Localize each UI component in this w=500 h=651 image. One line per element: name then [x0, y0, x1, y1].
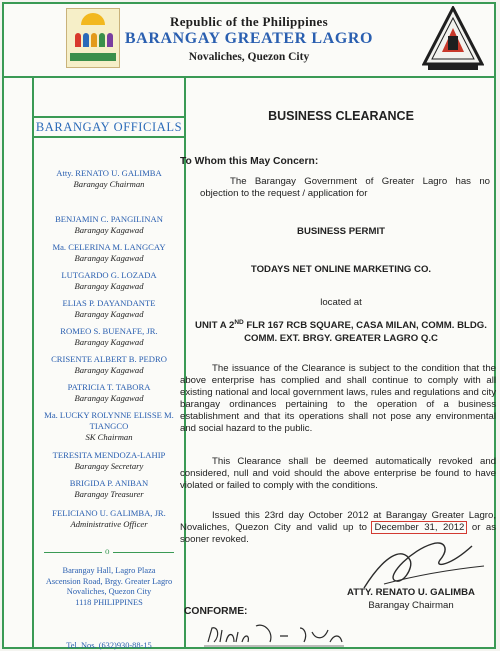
business-address-line-1: UNIT A 2ND FLR 167 RCB SQUARE, CASA MILAN, COMM. BLDG. [195, 319, 487, 332]
telephone-numbers: Tel. Nos. (632)930-88-15 [66, 641, 152, 650]
permit-type: BUSINESS PERMIT [297, 226, 385, 237]
conforme-signature-icon [204, 622, 344, 648]
barangay-address: Barangay Hall, Lagro Plaza Ascension Road, Brgy. Greater Lagro Novaliches, Quezon City 1118 PHILIPPINES [45, 566, 173, 607]
salutation: To Whom this May Concern: [180, 156, 319, 167]
official-entry: BENJAMIN C. PANGILINAN Barangay Kagawad [55, 214, 163, 235]
officials-title: BARANGAY OFFICIALS [35, 120, 183, 134]
official-entry: BRIGIDA P. ANIBAN Barangay Treasurer [69, 478, 149, 499]
clearance-body [180, 76, 497, 649]
official-entry: Ma. CELERINA M. LANGCAY Barangay Kagawad [52, 242, 166, 263]
official-entry: LUTGARDO G. LOZADA Barangay Kagawad [61, 270, 157, 291]
official-entry: Atty. RENATO U. GALIMBA Barangay Chairman [56, 168, 162, 189]
business-address-line-2: COMM. EXT. BRGY. GREATER LAGRO Q.C [244, 333, 438, 344]
official-entry: ROMEO S. BUENAFE, JR. Barangay Kagawad [60, 326, 158, 347]
sidebar-divider: o [44, 552, 174, 553]
official-entry: ELIAS P. DAYANDANTE Barangay Kagawad [62, 298, 156, 319]
letterhead [4, 4, 494, 78]
officials-sidebar [32, 76, 186, 649]
quezon-city-seal-icon [422, 6, 484, 72]
intro-paragraph: The Barangay Government of Greater Lagro has no objection to the request / application for [200, 176, 490, 199]
city-label: Novaliches, Quezon City [188, 51, 310, 63]
document-title: BUSINESS CLEARANCE [268, 109, 414, 123]
official-entry: CRISENTE ALBERT B. PEDRO Barangay Kagawad [51, 354, 167, 375]
signatory-name: ATTY. RENATO U. GALIMBA [347, 587, 475, 598]
conforme-label: CONFORME: [184, 606, 248, 617]
official-entry: PATRICIA T. TABORA Barangay Kagawad [67, 382, 151, 403]
official-entry: Ma. LUCKY ROLYNNE ELISSE M. TIANGCO SK Chairman [44, 410, 174, 442]
located-at-label: located at [320, 297, 362, 308]
revocation-paragraph: This Clearance shall be deemed automatically revoked and considered, null and void should the above enterprise be found to have violated or failed to comply with the conditions. [180, 456, 496, 491]
official-entry: TERESITA MENDOZA-LAHIP Barangay Secretary [52, 450, 166, 471]
validity-date: December 31, 2012 [374, 522, 465, 533]
company-name: TODAYS NET ONLINE MARKETING CO. [250, 264, 432, 275]
republic-label: Republic of the Philippines [170, 14, 328, 29]
barangay-name: BARANGAY GREATER LAGRO [124, 30, 374, 47]
clearance-document [2, 2, 496, 649]
issuance-paragraph: Issued this 23rd day October 2012 at Barangay Greater Lagro, Novaliches, Quezon City and valid up to December 31, 2012 or as sooner revoked. [180, 510, 497, 545]
official-entry: FELICIANO U. GALIMBA, JR. Administrative Officer [52, 508, 166, 529]
signatory-role: Barangay Chairman [368, 600, 454, 611]
conditions-paragraph: The issuance of the Clearance is subject to the condition that the above enterprise has complied and shall continue to comply with all existing national and local government laws, rules and regulations and city barangay ordinances pertaining to the operation of a business establishment and that its operations shall not pose any environmental and social hazard to the public. [180, 363, 496, 434]
